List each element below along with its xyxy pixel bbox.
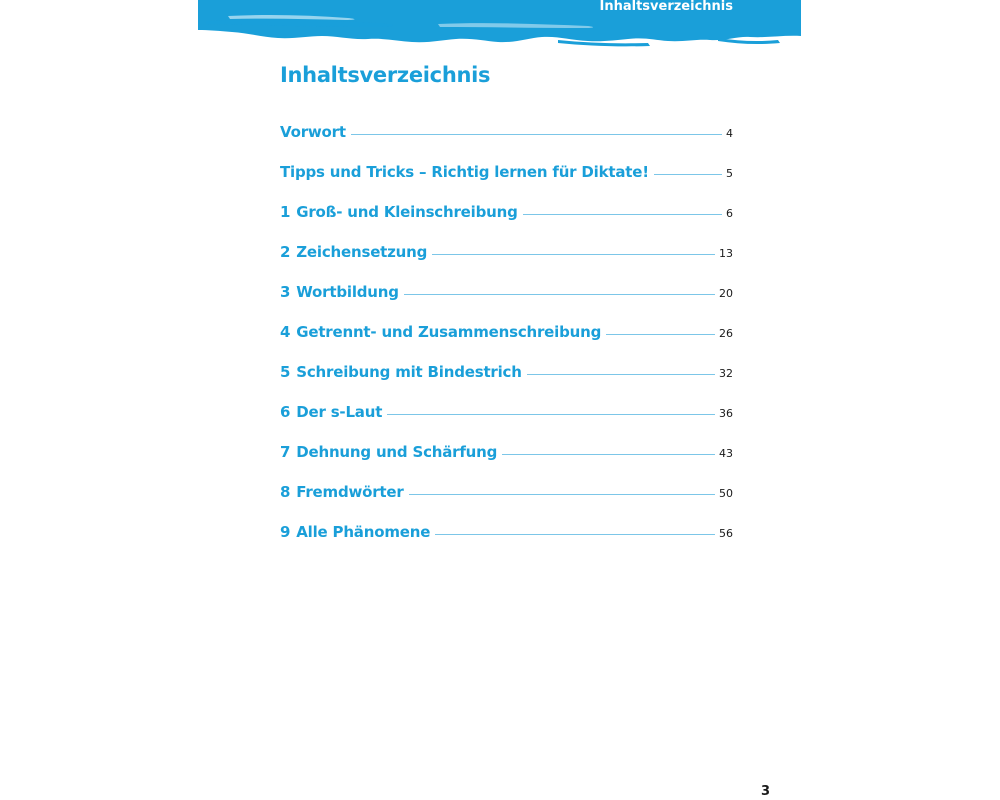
toc-entry-chapter-4[interactable] bbox=[280, 320, 733, 360]
toc-leader-line bbox=[435, 534, 715, 535]
toc-chapter-number: 7 bbox=[280, 443, 291, 461]
toc-entry-label bbox=[280, 240, 427, 264]
toc-page-number: 5 bbox=[726, 167, 733, 180]
toc-page-number: 4 bbox=[726, 127, 733, 140]
toc-entry-chapter-3[interactable] bbox=[280, 280, 733, 320]
toc-entry-label bbox=[280, 320, 601, 344]
toc-page-number: 13 bbox=[719, 247, 733, 260]
header-band bbox=[198, 0, 801, 48]
toc-entry-chapter-9[interactable] bbox=[280, 520, 733, 560]
toc-leader-line bbox=[404, 294, 715, 295]
toc-entry-title: Groß- und Kleinschreibung bbox=[296, 203, 518, 221]
toc-entry-label bbox=[280, 400, 382, 424]
toc-entry-title: Getrennt- und Zusammenschreibung bbox=[296, 323, 602, 341]
toc-chapter-number: 4 bbox=[280, 323, 291, 341]
toc-entry-label bbox=[280, 360, 522, 384]
toc-entry-label bbox=[280, 160, 649, 184]
toc-entry-title: Fremdwörter bbox=[296, 483, 404, 501]
toc-leader-line bbox=[351, 134, 722, 135]
toc-entry-title: Zeichensetzung bbox=[296, 243, 428, 261]
toc-chapter-number: 3 bbox=[280, 283, 291, 301]
toc-entry-chapter-1[interactable] bbox=[280, 200, 733, 240]
toc-page-number: 20 bbox=[719, 287, 733, 300]
toc-entry-label bbox=[280, 480, 404, 504]
toc-entry-chapter-2[interactable] bbox=[280, 240, 733, 280]
toc-page-number: 32 bbox=[719, 367, 733, 380]
toc-entry-vorwort[interactable] bbox=[280, 120, 733, 160]
toc-chapter-number: 6 bbox=[280, 403, 291, 421]
toc-leader-line bbox=[502, 454, 715, 455]
toc-page-number: 43 bbox=[719, 447, 733, 460]
toc-leader-line bbox=[527, 374, 715, 375]
toc-leader-line bbox=[387, 414, 715, 415]
toc-chapter-number: 5 bbox=[280, 363, 291, 381]
toc-entry-title: Der s-Laut bbox=[296, 403, 383, 421]
toc-leader-line bbox=[523, 214, 722, 215]
table-of-contents bbox=[280, 120, 733, 560]
toc-chapter-number: 2 bbox=[280, 243, 291, 261]
toc-page-number: 56 bbox=[719, 527, 733, 540]
toc-leader-line bbox=[409, 494, 715, 495]
header-title: Inhaltsverzeichnis bbox=[599, 0, 733, 14]
toc-leader-line bbox=[606, 334, 715, 335]
toc-entry-title: Wortbildung bbox=[296, 283, 399, 301]
toc-entry-label bbox=[280, 120, 346, 144]
toc-entry-chapter-8[interactable] bbox=[280, 480, 733, 520]
page-number: 3 bbox=[761, 784, 771, 799]
toc-entry-label bbox=[280, 200, 518, 224]
toc-entry-label bbox=[280, 520, 430, 544]
toc-entry-title: Tipps und Tricks – Richtig lernen für Diktate! bbox=[280, 163, 649, 181]
toc-leader-line bbox=[654, 174, 722, 175]
toc-entry-chapter-6[interactable] bbox=[280, 400, 733, 440]
toc-entry-title: Alle Phänomene bbox=[296, 523, 431, 541]
toc-entry-title: Schreibung mit Bindestrich bbox=[296, 363, 522, 381]
toc-page-number: 36 bbox=[719, 407, 733, 420]
toc-entry-chapter-7[interactable] bbox=[280, 440, 733, 480]
toc-entry-tipps-und-tricks[interactable] bbox=[280, 160, 733, 200]
toc-entry-title: Vorwort bbox=[280, 123, 346, 141]
toc-page-number: 26 bbox=[719, 327, 733, 340]
toc-entry-label bbox=[280, 280, 399, 304]
toc-chapter-number: 8 bbox=[280, 483, 291, 501]
toc-leader-line bbox=[432, 254, 715, 255]
toc-entry-label bbox=[280, 440, 497, 464]
toc-chapter-number: 9 bbox=[280, 523, 291, 541]
page-title: Inhaltsverzeichnis bbox=[280, 63, 491, 87]
toc-chapter-number: 1 bbox=[280, 203, 291, 221]
toc-page-number: 50 bbox=[719, 487, 733, 500]
toc-page-number: 6 bbox=[726, 207, 733, 220]
toc-entry-title: Dehnung und Schärfung bbox=[296, 443, 498, 461]
toc-entry-chapter-5[interactable] bbox=[280, 360, 733, 400]
